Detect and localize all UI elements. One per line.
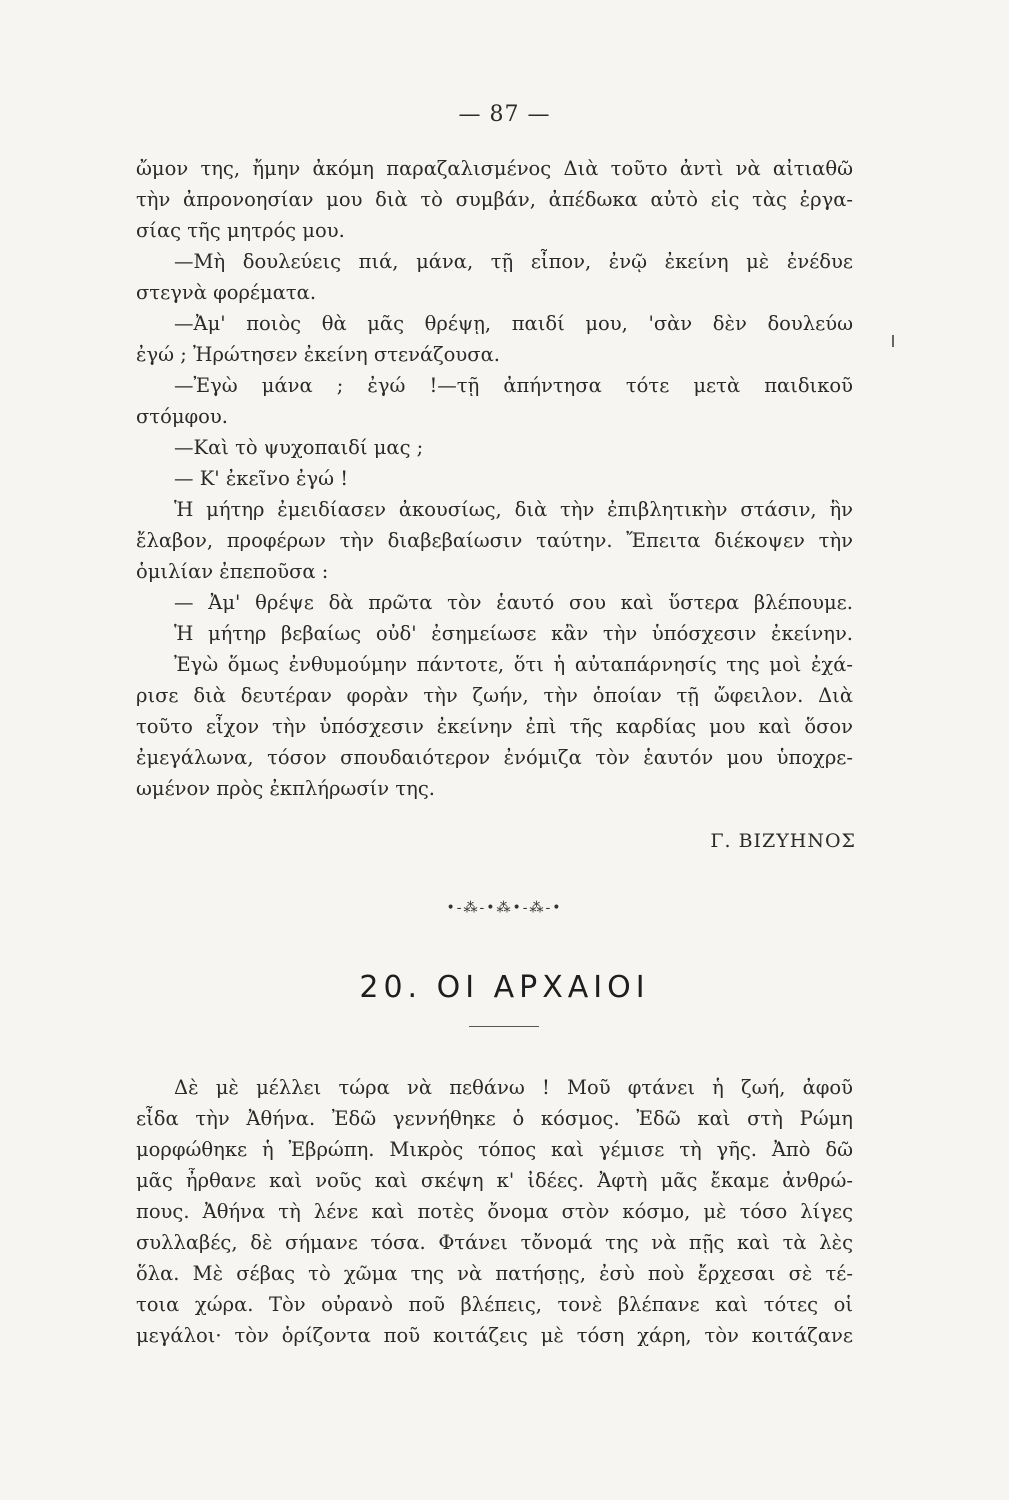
story-line: ἐγώ ; Ἠρώτησεν ἐκείνη στενάζουσα. — [136, 343, 500, 366]
poem-line: μορφώθηκε ἡ Ἐβρώπη. Μικρὸς τόπος καὶ γέμισε τὴ γῆς. Ἀπὸ δῶ — [136, 1138, 853, 1161]
poem-line: Δὲ μὲ μέλλει τώρα νὰ πεθάνω ! Μοῦ φτάνει ἡ ζωή, ἀφοῦ — [174, 1076, 853, 1099]
poem-line: συλλαβές, δὲ σήμανε τόσα. Φτάνει τὄνομά της νὰ πῇς καὶ τὰ λὲς — [136, 1231, 853, 1254]
story-line: —Ἀμ' ποιὸς θὰ μᾶς θρέψῃ, παιδί μου, 'σὰν δὲν δουλεύω — [174, 312, 853, 335]
author-signature: Γ. ΒΙΖΥΗΝΟΣ — [710, 830, 856, 852]
story-line: Ἐγὼ ὅμως ἐνθυμούμην πάντοτε, ὅτι ἡ αὐταπάρνησίς της μοὶ ἐχά- — [174, 653, 853, 676]
story-line: ἐμεγάλωνα, τόσον σπουδαιότερον ἐνόμιζα τὸν ἑαυτόν μου ὑποχρε- — [136, 746, 853, 769]
page-number: — 87 — — [458, 102, 551, 127]
story-line: ἔλαβον, προφέρων τὴν διαβεβαίωσιν ταύτην. Ἔπειτα διέκοψεν τὴν — [136, 529, 853, 552]
story-line: Ἡ μήτηρ βεβαίως οὐδ' ἐσημείωσε κἂν τὴν ὑπόσχεσιν ἐκείνην. — [174, 622, 853, 645]
story-line: τοῦτο εἶχον τὴν ὑπόσχεσιν ἐκείνην ἐπὶ τῆς καρδίας μου καὶ ὅσον — [136, 715, 853, 738]
story-line: ωμένον πρὸς ἐκπλήρωσίν της. — [136, 777, 435, 800]
story-line: στόμφου. — [136, 405, 228, 428]
story-line: ὁμιλίαν ἐπεποῦσα : — [136, 560, 329, 583]
poem-line: πους. Ἀθήνα τὴ λένε καὶ ποτὲς ὄνομα στὸν κόσμο, μὲ τόσο λίγες — [136, 1200, 853, 1223]
story-line: — Κ' ἐκεῖνο ἐγώ ! — [174, 467, 349, 490]
story-line: ρισε διὰ δευτέραν φορὰν τὴν ζωήν, τὴν ὁποίαν τῇ ὤφειλον. Διὰ — [136, 684, 853, 707]
ornament-divider: •-⁂-•⁂•-⁂-• — [446, 900, 563, 916]
story-line: σίας τῆς μητρός μου. — [136, 219, 345, 242]
poem-line: μᾶς ἦρθανε καὶ νοῦς καὶ σκέψη κ' ἰδέες. Ἀφτὴ μᾶς ἔκαμε ἀνθρώ- — [136, 1169, 853, 1192]
title-underline — [469, 1026, 539, 1027]
story-line: —Ἐγὼ μάνα ; ἐγώ !—τῇ ἀπήντησα τότε μετὰ παιδικοῦ — [174, 374, 853, 397]
poem-line: τοια χώρα. Τὸν οὐρανὸ ποῦ βλέπεις, τονὲ βλέπανε καὶ τότες οἱ — [136, 1293, 853, 1316]
story-line: — Ἀμ' θρέψε δὰ πρῶτα τὸν ἑαυτό σου καὶ ὕστερα βλέπουμε. — [174, 591, 853, 614]
story-line: —Καὶ τὸ ψυχοπαιδί μας ; — [174, 436, 424, 459]
poem-line: ὅλα. Μὲ σέβας τὸ χῶμα της νὰ πατήσῃς, ἐσὺ ποὺ ἔρχεσαι σὲ τέ- — [136, 1262, 853, 1285]
story-line: τὴν ἀπρονοησίαν μου διὰ τὸ συμβάν, ἀπέδωκα αὐτὸ εἰς τὰς ἐργα- — [136, 188, 853, 211]
section-title: 20. ΟΙ ΑΡΧΑΙΟΙ — [359, 970, 650, 1005]
poem-line: εἶδα τὴν Ἀθήνα. Ἐδῶ γεννήθηκε ὁ κόσμος. Ἐδῶ καὶ στὴ Ρώμη — [136, 1107, 853, 1130]
scan-mark — [892, 335, 894, 347]
poem-line: μεγάλοι· τὸν ὁρίζοντα ποῦ κοιτάζεις μὲ τόση χάρη, τὸν κοιτάζανε — [136, 1324, 853, 1347]
story-line: —Μὴ δουλεύεις πιά, μάνα, τῇ εἶπον, ἐνῷ ἐκείνη μὲ ἐνέδυε — [174, 250, 853, 273]
story-line: ὤμον της, ἤμην ἀκόμη παραζαλισμένος Διὰ τοῦτο ἀντὶ νὰ αἰτιαθῶ — [136, 157, 853, 180]
story-line: στεγνὰ φορέματα. — [136, 281, 317, 304]
story-line: Ἡ μήτηρ ἐμειδίασεν ἀκουσίως, διὰ τὴν ἐπιβλητικὴν στάσιν, ἣν — [174, 498, 853, 521]
